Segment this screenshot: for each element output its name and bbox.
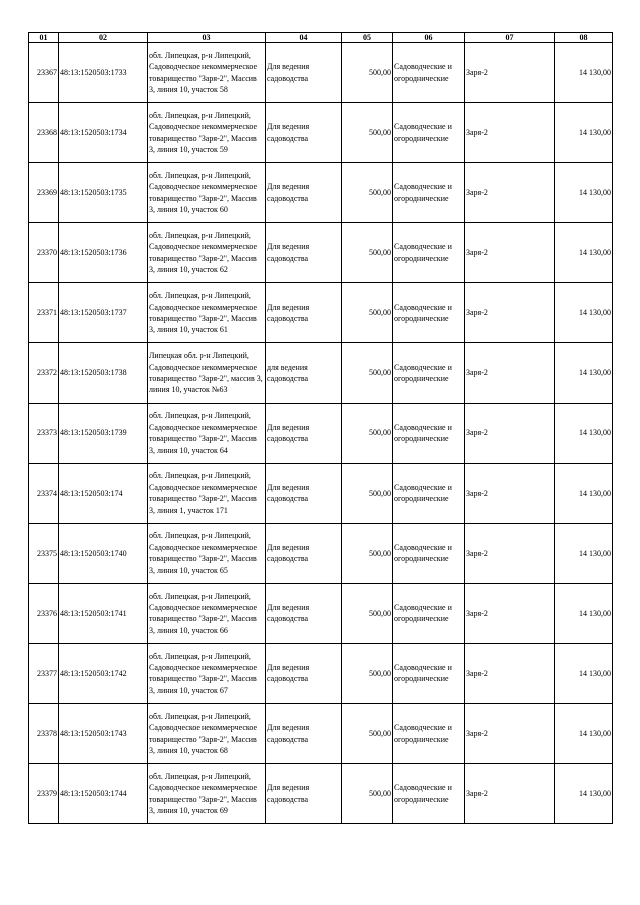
record-number-cell: 23375 [29, 523, 59, 583]
table-row [29, 403, 613, 463]
plot-area-cell: 500,00 [342, 163, 393, 223]
land-category-cell: Садоводческие и огороднические [393, 523, 465, 583]
cadastral-number-cell: 48:13:1520503:1734 [59, 103, 148, 163]
permitted-use-cell: Для ведения садоводства [266, 283, 342, 343]
table-row [29, 764, 613, 824]
permitted-use-cell: Для ведения садоводства [266, 704, 342, 764]
record-number-cell: 23369 [29, 163, 59, 223]
plot-area-cell: 500,00 [342, 283, 393, 343]
permitted-use-cell: для ведения садоводства [266, 343, 342, 403]
plot-address-cell: обл. Липецкая, р-н Липецкий, Садоводческое некоммерческое товарищество "Заря-2", Массив 3, линия 10, участок 60 [148, 163, 266, 223]
plot-area-cell: 500,00 [342, 643, 393, 703]
cadastral-value-cell: 14 130,00 [555, 223, 613, 283]
partnership-name-cell: Заря-2 [465, 343, 555, 403]
permitted-use-cell: Для ведения садоводства [266, 523, 342, 583]
permitted-use-cell: Для ведения садоводства [266, 103, 342, 163]
plot-address-cell: обл. Липецкая, р-н Липецкий, Садоводческое некоммерческое товарищество "Заря-2", Массив 3, линия 10, участок 58 [148, 43, 266, 103]
table-row [29, 223, 613, 283]
permitted-use-cell: Для ведения садоводства [266, 764, 342, 824]
plot-address-cell: обл. Липецкая, р-н Липецкий, Садоводческое некоммерческое товарищество "Заря-2", Массив 3, линия 10, участок 59 [148, 103, 266, 163]
partnership-name-cell: Заря-2 [465, 523, 555, 583]
plot-area-cell: 500,00 [342, 704, 393, 764]
cadastral-value-cell: 14 130,00 [555, 704, 613, 764]
cadastral-value-cell: 14 130,00 [555, 103, 613, 163]
plot-area-cell: 500,00 [342, 343, 393, 403]
partnership-name-cell: Заря-2 [465, 764, 555, 824]
partnership-name-cell: Заря-2 [465, 283, 555, 343]
land-category-cell: Садоводческие и огороднические [393, 583, 465, 643]
table-row [29, 43, 613, 103]
partnership-name-cell: Заря-2 [465, 103, 555, 163]
plot-area-cell: 500,00 [342, 583, 393, 643]
table-row [29, 103, 613, 163]
land-category-cell: Садоводческие и огороднические [393, 463, 465, 523]
land-plot-table [28, 32, 613, 824]
plot-area-cell: 500,00 [342, 463, 393, 523]
plot-area-cell: 500,00 [342, 523, 393, 583]
cadastral-value-cell: 14 130,00 [555, 283, 613, 343]
plot-address-cell: обл. Липецкая, р-н Липецкий, Садоводческое некоммерческое товарищество "Заря-2", Массив 3, линия 10, участок 62 [148, 223, 266, 283]
cadastral-number-cell: 48:13:1520503:1742 [59, 643, 148, 703]
record-number-cell: 23378 [29, 704, 59, 764]
cadastral-value-cell: 14 130,00 [555, 343, 613, 403]
cadastral-number-cell: 48:13:1520503:1736 [59, 223, 148, 283]
column-header-06: 06 [393, 33, 465, 43]
plot-address-cell: обл. Липецкая, р-н Липецкий, Садоводческое некоммерческое товарищество "Заря-2", Массив 3, линия 10, участок 65 [148, 523, 266, 583]
plot-address-cell: Липецкая обл. р-н Липецкий, Садоводческое некоммерческое товарищество "Заря-2", массив 3, линия 10, участок №63 [148, 343, 266, 403]
permitted-use-cell: Для ведения садоводства [266, 43, 342, 103]
cadastral-number-cell: 48:13:1520503:1735 [59, 163, 148, 223]
table-row [29, 343, 613, 403]
table-row [29, 163, 613, 223]
column-header-07: 07 [465, 33, 555, 43]
record-number-cell: 23368 [29, 103, 59, 163]
cadastral-number-cell: 48:13:1520503:174 [59, 463, 148, 523]
column-header-01: 01 [29, 33, 59, 43]
permitted-use-cell: Для ведения садоводства [266, 403, 342, 463]
plot-area-cell: 500,00 [342, 764, 393, 824]
cadastral-number-cell: 48:13:1520503:1740 [59, 523, 148, 583]
column-header-03: 03 [148, 33, 266, 43]
record-number-cell: 23373 [29, 403, 59, 463]
plot-address-cell: обл. Липецкая, р-н Липецкий, Садоводческое некоммерческое товарищество "Заря-2", Массив 3, линия 10, участок 66 [148, 583, 266, 643]
permitted-use-cell: Для ведения садоводства [266, 583, 342, 643]
cadastral-value-cell: 14 130,00 [555, 583, 613, 643]
cadastral-number-cell: 48:13:1520503:1743 [59, 704, 148, 764]
record-number-cell: 23370 [29, 223, 59, 283]
land-category-cell: Садоводческие и огороднические [393, 283, 465, 343]
column-header-02: 02 [59, 33, 148, 43]
table-row [29, 463, 613, 523]
table-row [29, 643, 613, 703]
partnership-name-cell: Заря-2 [465, 704, 555, 764]
cadastral-number-cell: 48:13:1520503:1739 [59, 403, 148, 463]
land-category-cell: Садоводческие и огороднические [393, 343, 465, 403]
cadastral-number-cell: 48:13:1520503:1737 [59, 283, 148, 343]
cadastral-number-cell: 48:13:1520503:1744 [59, 764, 148, 824]
record-number-cell: 23376 [29, 583, 59, 643]
cadastral-number-cell: 48:13:1520503:1733 [59, 43, 148, 103]
permitted-use-cell: Для ведения садоводства [266, 643, 342, 703]
table-row [29, 523, 613, 583]
partnership-name-cell: Заря-2 [465, 463, 555, 523]
land-category-cell: Садоводческие и огороднические [393, 764, 465, 824]
table-row [29, 704, 613, 764]
cadastral-value-cell: 14 130,00 [555, 163, 613, 223]
table-row [29, 283, 613, 343]
record-number-cell: 23372 [29, 343, 59, 403]
column-header-08: 08 [555, 33, 613, 43]
cadastral-number-cell: 48:13:1520503:1741 [59, 583, 148, 643]
record-number-cell: 23374 [29, 463, 59, 523]
permitted-use-cell: Для ведения садоводства [266, 223, 342, 283]
cadastral-value-cell: 14 130,00 [555, 643, 613, 703]
table-row [29, 583, 613, 643]
plot-area-cell: 500,00 [342, 403, 393, 463]
plot-area-cell: 500,00 [342, 43, 393, 103]
partnership-name-cell: Заря-2 [465, 403, 555, 463]
land-category-cell: Садоводческие и огороднические [393, 103, 465, 163]
record-number-cell: 23367 [29, 43, 59, 103]
partnership-name-cell: Заря-2 [465, 43, 555, 103]
column-header-05: 05 [342, 33, 393, 43]
record-number-cell: 23377 [29, 643, 59, 703]
partnership-name-cell: Заря-2 [465, 163, 555, 223]
table-header-row [29, 33, 613, 43]
plot-area-cell: 500,00 [342, 103, 393, 163]
plot-address-cell: обл. Липецкая, р-н Липецкий, Садоводческое некоммерческое товарищество "Заря-2", Массив 3, линия 1, участок 171 [148, 463, 266, 523]
land-category-cell: Садоводческие и огороднические [393, 643, 465, 703]
plot-address-cell: обл. Липецкая, р-н Липецкий, Садоводческое некоммерческое товарищество "Заря-2", Массив 3, линия 10, участок 68 [148, 704, 266, 764]
record-number-cell: 23371 [29, 283, 59, 343]
land-category-cell: Садоводческие и огороднические [393, 43, 465, 103]
partnership-name-cell: Заря-2 [465, 583, 555, 643]
cadastral-number-cell: 48:13:1520503:1738 [59, 343, 148, 403]
land-category-cell: Садоводческие и огороднические [393, 163, 465, 223]
permitted-use-cell: Для ведения садоводства [266, 163, 342, 223]
land-category-cell: Садоводческие и огороднические [393, 704, 465, 764]
permitted-use-cell: Для ведения садоводства [266, 463, 342, 523]
partnership-name-cell: Заря-2 [465, 223, 555, 283]
land-category-cell: Садоводческие и огороднические [393, 403, 465, 463]
record-number-cell: 23379 [29, 764, 59, 824]
cadastral-value-cell: 14 130,00 [555, 523, 613, 583]
cadastral-value-cell: 14 130,00 [555, 463, 613, 523]
partnership-name-cell: Заря-2 [465, 643, 555, 703]
plot-address-cell: обл. Липецкая, р-н Липецкий, Садоводческое некоммерческое товарищество "Заря-2", Массив 3, линия 10, участок 67 [148, 643, 266, 703]
cadastral-value-cell: 14 130,00 [555, 43, 613, 103]
plot-area-cell: 500,00 [342, 223, 393, 283]
cadastral-value-cell: 14 130,00 [555, 764, 613, 824]
column-header-04: 04 [266, 33, 342, 43]
plot-address-cell: обл. Липецкая, р-н Липецкий, Садоводческое некоммерческое товарищество "Заря-2", Массив 3, линия 10, участок 69 [148, 764, 266, 824]
plot-address-cell: обл. Липецкая, р-н Липецкий, Садоводческое некоммерческое товарищество "Заря-2", Массив 3, линия 10, участок 61 [148, 283, 266, 343]
plot-address-cell: обл. Липецкая, р-н Липецкий, Садоводческое некоммерческое товарищество "Заря-2", Массив 3, линия 10, участок 64 [148, 403, 266, 463]
land-category-cell: Садоводческие и огороднические [393, 223, 465, 283]
cadastral-value-cell: 14 130,00 [555, 403, 613, 463]
